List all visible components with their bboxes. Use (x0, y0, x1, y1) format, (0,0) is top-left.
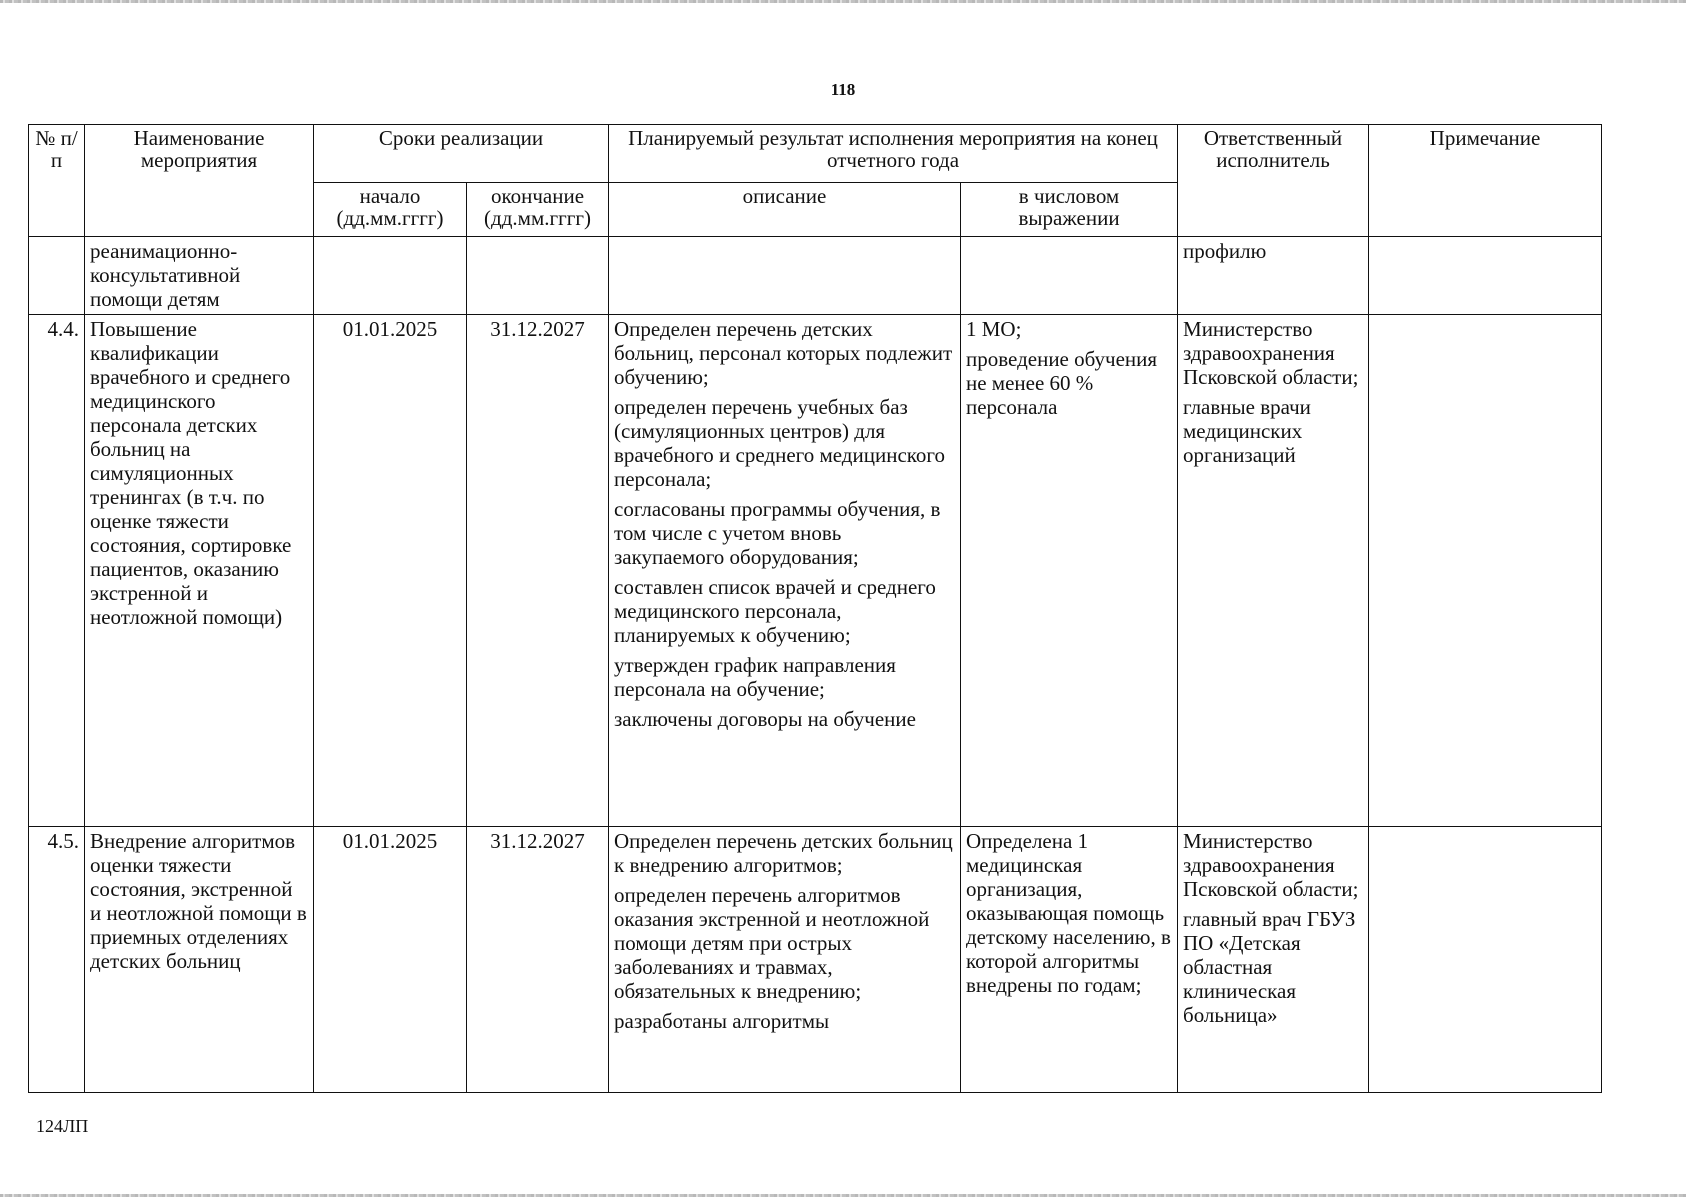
plan-table (28, 124, 1602, 1093)
row-name: реанимационно-консультативной помощи детям (85, 237, 314, 315)
row-end: 31.12.2027 (467, 315, 609, 827)
row-start: 01.01.2025 (314, 315, 467, 827)
table-row (29, 827, 1602, 1093)
description-item: составлен список врачей и среднего медицинского персонала, планируемых к обучению; (614, 575, 936, 647)
responsible-item: Министерство здравоохранения Псковской области; (1183, 317, 1359, 389)
scan-edge-bottom (0, 1194, 1686, 1197)
header-terms: Сроки реализации (314, 125, 609, 183)
scan-edge-top (0, 0, 1686, 3)
row-end: 31.12.2027 (467, 827, 609, 1093)
numeric-item: Определена 1 медицинская организация, оказывающая помощь детскому населению, в которой алгоритмы внедрены по годам; (966, 829, 1171, 997)
row-start (314, 237, 467, 315)
description-item: утвержден график направления персонала на обучение; (614, 653, 896, 701)
description-item: Определен перечень детских больниц к внедрению алгоритмов; (614, 829, 953, 877)
row-start: 01.01.2025 (314, 827, 467, 1093)
description-item: согласованы программы обучения, в том числе с учетом вновь закупаемого оборудования; (614, 497, 941, 569)
responsible-item: главные врачи медицинских организаций (1183, 395, 1311, 467)
row-name: Внедрение алгоритмов оценки тяжести состояния, экстренной и неотложной помощи в приемных отделениях детских больниц (85, 827, 314, 1093)
row-numeric (961, 237, 1178, 315)
description-item: определен перечень алгоритмов оказания экстренной и неотложной помощи детям при острых заболеваниях и травмах, обязательных к внедрению; (614, 883, 930, 1003)
row-responsible (1178, 315, 1369, 827)
row-num: 4.5. (29, 827, 85, 1093)
description-item: заключены договоры на обучение (614, 707, 916, 731)
row-note (1369, 315, 1602, 827)
numeric-item: проведение обучения не менее 60 % персонала (966, 347, 1158, 419)
row-description (609, 827, 961, 1093)
header-end: окончание (дд.мм.гггг) (467, 183, 609, 237)
description-item: определен перечень учебных баз (симуляционных центров) для врачебного и среднего медицинского персонала; (614, 395, 945, 491)
row-num: 4.4. (29, 315, 85, 827)
row-description (609, 237, 961, 315)
document-code: 124ЛП (36, 1116, 89, 1136)
header-responsible: Ответственный исполнитель (1178, 125, 1369, 237)
header-numeric: в числовом выражении (961, 183, 1178, 237)
responsible-item: главный врач ГБУЗ ПО «Детская областная клиническая больница» (1183, 907, 1356, 1027)
page-number: 118 (830, 80, 856, 99)
numeric-item: 1 МО; (966, 317, 1022, 341)
row-responsible (1178, 827, 1369, 1093)
row-note (1369, 827, 1602, 1093)
row-responsible (1178, 237, 1369, 315)
row-description (609, 315, 961, 827)
row-num (29, 237, 85, 315)
responsible-text: профилю (1183, 239, 1267, 263)
row-name: Повышение квалификации врачебного и среднего медицинского персонала детских больниц на симуляционных тренингах (в т.ч. по оценке тяжести состояния, сортировке пациентов, оказанию экстренной и неотложной помощи) (85, 315, 314, 827)
header-result: Планируемый результат исполнения мероприятия на конец отчетного года (609, 125, 1178, 183)
header-num: № п/п (29, 125, 85, 237)
row-note (1369, 237, 1602, 315)
header-note: Примечание (1369, 125, 1602, 237)
header-description: описание (609, 183, 961, 237)
responsible-item: Министерство здравоохранения Псковской области; (1183, 829, 1359, 901)
header-name: Наименование мероприятия (85, 125, 314, 237)
row-numeric (961, 827, 1178, 1093)
header-start: начало (дд.мм.гггг) (314, 183, 467, 237)
description-item: разработаны алгоритмы (614, 1009, 830, 1033)
table-header (29, 125, 1602, 237)
table-row (29, 315, 1602, 827)
description-item: Определен перечень детских больниц, персонал которых подлежит обучению; (614, 317, 953, 389)
row-numeric (961, 315, 1178, 827)
row-end (467, 237, 609, 315)
table-row (29, 237, 1602, 315)
